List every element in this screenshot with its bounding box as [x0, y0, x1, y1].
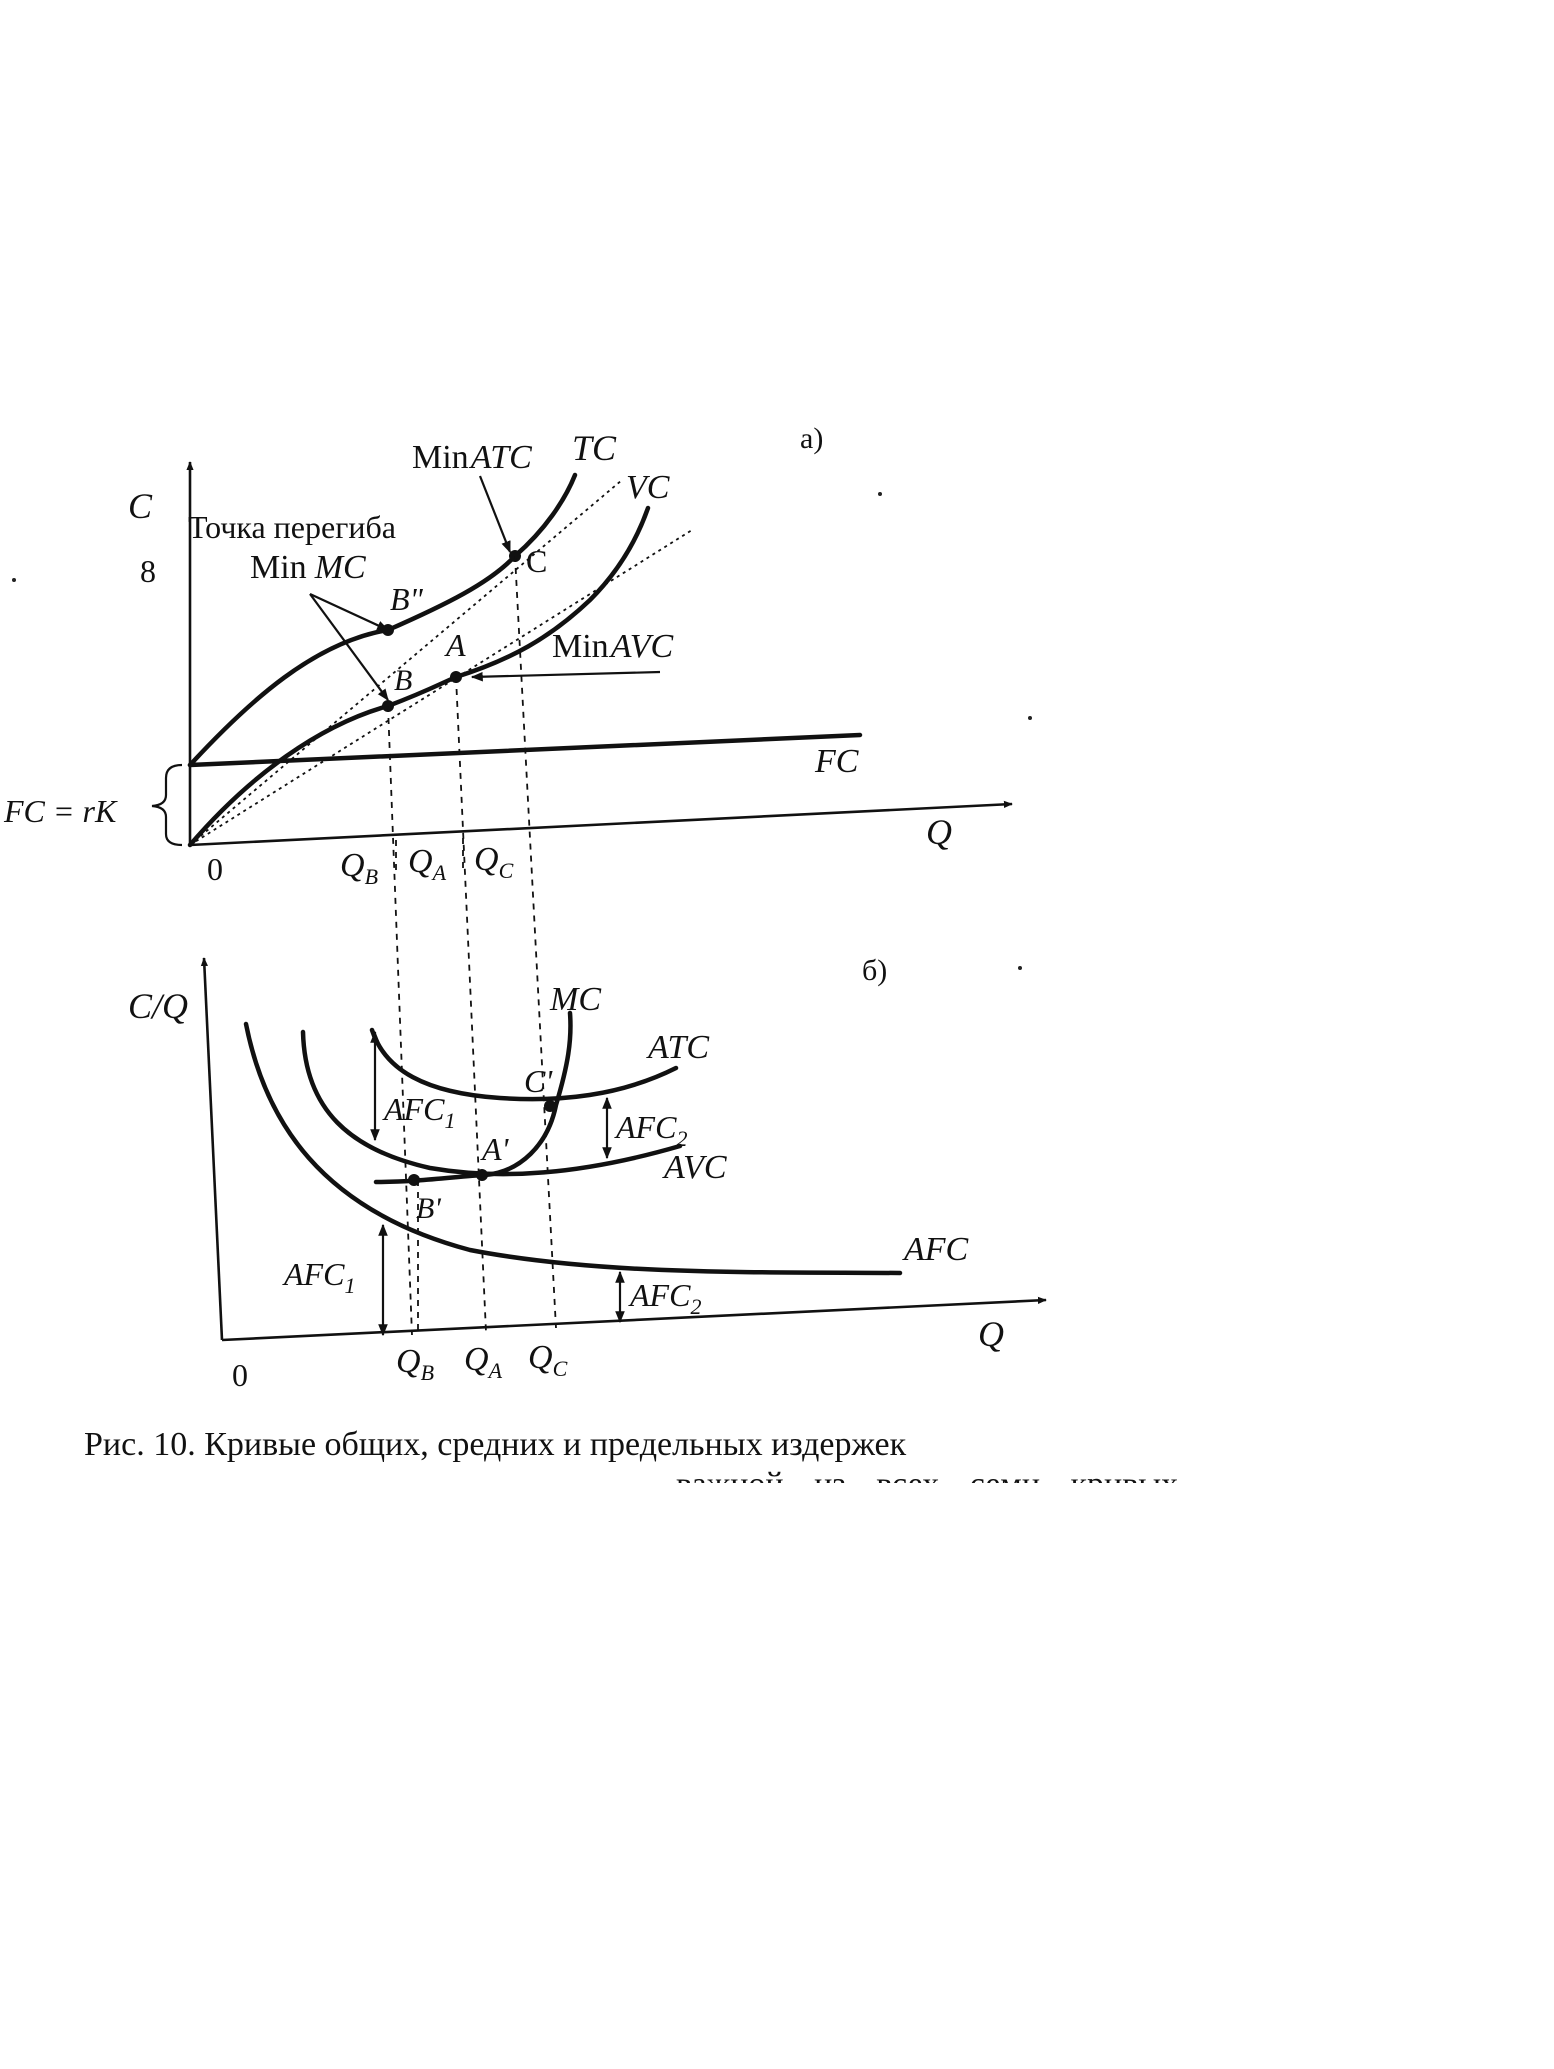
min-avc-label: MinAVC [552, 628, 674, 665]
pointer-to-b [310, 594, 388, 700]
tick-qa-b: $Q_A$ [464, 1341, 503, 1383]
inflection-title: Точка перегиба [188, 509, 396, 545]
afc1-lower-label: $AFC_1$ [284, 1256, 356, 1298]
caption-mask [0, 1483, 1554, 1523]
panel-a-x-label: Q [926, 812, 952, 852]
min-mc-label: Min MC [250, 549, 366, 586]
panel-b-x-ticks [396, 1339, 568, 1385]
panel-a-origin: 0 [207, 851, 223, 887]
point-a-label: A [446, 627, 466, 663]
panel-b-origin: 0 [232, 1357, 248, 1393]
tick-qa-a: $Q_A$ [408, 843, 447, 885]
fc-label: FC [815, 743, 859, 780]
afc2-lower-label: $AFC_2$ [630, 1277, 702, 1319]
point-b2-label: B" [390, 581, 423, 617]
panel-a-x-ticks [340, 841, 514, 889]
guide-qc [515, 556, 556, 1328]
afc-curve [246, 1024, 900, 1273]
speck [12, 578, 16, 582]
panel-a [3, 422, 1012, 889]
tick-qb-b: $Q_B$ [396, 1343, 435, 1385]
fc-brace [152, 765, 182, 845]
point-c-prime-label: C' [524, 1063, 553, 1099]
guide-qa [456, 677, 486, 1332]
speck [1018, 966, 1022, 970]
tick-qc-b: $Q_C$ [528, 1339, 568, 1381]
point-b-prime [408, 1174, 420, 1186]
mc-label: MC [550, 981, 601, 1018]
point-b2 [382, 624, 394, 636]
pointer-to-a [472, 672, 660, 677]
tick-qc-a: $Q_C$ [474, 841, 514, 883]
speck [878, 492, 882, 496]
point-a-prime-label: A' [482, 1131, 509, 1167]
afc2-upper-label: $AFC_2$ [616, 1109, 688, 1151]
guide-qb [388, 706, 412, 1335]
point-b-prime-label: B' [416, 1192, 441, 1225]
panel-b-label: б) [862, 954, 888, 987]
panel-b-y-axis [204, 958, 222, 1340]
panel-a-x-axis [190, 804, 1012, 845]
pointer-to-c [480, 476, 510, 552]
vc-label: VC [626, 469, 670, 506]
point-c-prime [544, 1100, 556, 1112]
point-b-label: B [394, 664, 413, 697]
min-atc-label: MinATC [412, 439, 532, 476]
speck [1028, 716, 1032, 720]
tick-qb-a: $Q_B$ [340, 847, 379, 889]
point-c-label: C [526, 543, 548, 579]
panel-b-y-label: C/Q [128, 986, 189, 1026]
panel-b-x-label: Q [978, 1314, 1004, 1354]
pointer-to-b2 [310, 594, 388, 630]
point-a-prime [476, 1169, 488, 1181]
afc1-upper-label: $AFC_1$ [384, 1091, 456, 1133]
y-tick-8: 8 [140, 553, 156, 589]
avc-label: AVC [664, 1149, 727, 1186]
atc-label: ATC [648, 1029, 710, 1066]
panel-a-y-label: C [128, 486, 153, 526]
tc-label: TC [572, 428, 617, 468]
fc-eq-label: FC = rK [4, 793, 117, 829]
panel-b [128, 954, 1046, 1393]
figure-caption: Рис. 10. Кривые общих, средних и предельных издержек [84, 1426, 907, 1463]
panel-a-label: а) [800, 422, 824, 455]
afc-label: AFC [904, 1231, 969, 1268]
